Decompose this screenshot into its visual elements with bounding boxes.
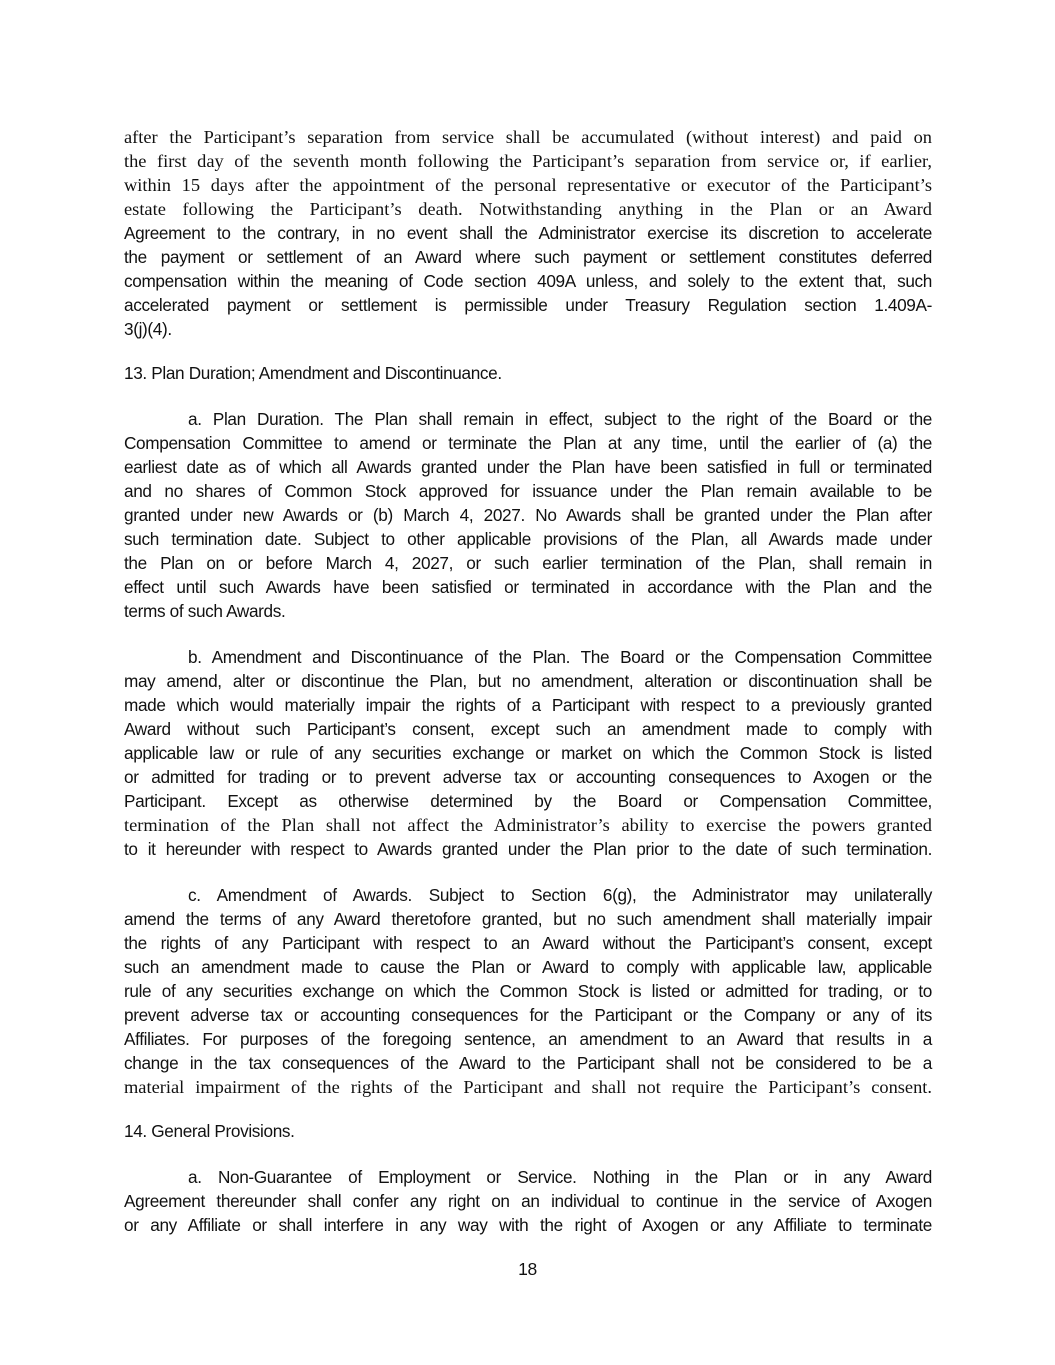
text-line: after the Participant’s separation from service shall be accumulated (without interest) and paid on (124, 127, 932, 147)
text-line: within 15 days after the appointment of the personal representative or executor of the Participant’s (124, 175, 932, 195)
text-line: Participant. Except as otherwise determined by the Board or Compensation Committee, (124, 791, 932, 811)
text-line: the Plan on or before March 4, 2027, or such earlier termination of the Plan, shall remain in (124, 553, 932, 573)
text-line: applicable law or rule of any securities exchange or market on which the Common Stock is listed (124, 743, 932, 763)
text-line: Award without such Participant’s consent, except such an amendment made to comply with (124, 719, 932, 739)
text-line: material impairment of the rights of the Participant and shall not require the Participant’s consent. (124, 1077, 932, 1097)
text-line: prevent adverse tax or accounting consequences for the Participant or the Company or any of its (124, 1005, 932, 1025)
section-14-heading: 14. General Provisions. (124, 1121, 295, 1141)
text-line: made which would materially impair the rights of a Participant with respect to a previously granted (124, 695, 932, 715)
page-number: 18 (518, 1259, 537, 1279)
text-line: effect until such Awards have been satisfied or terminated in accordance with the Plan and the (124, 577, 932, 597)
text-line: may amend, alter or discontinue the Plan, but no amendment, alteration or discontinuation shall be (124, 671, 932, 691)
text-line: the rights of any Participant with respect to an Award without the Participant’s consent, except (124, 933, 932, 953)
text-line: terms of such Awards. (124, 601, 286, 621)
text-line: Agreement to the contrary, in no event shall the Administrator exercise its discretion to accelerate (124, 223, 932, 243)
section-13-heading: 13. Plan Duration; Amendment and Discontinuance. (124, 363, 502, 383)
text-line: and no shares of Common Stock approved for issuance under the Plan remain available to be (124, 481, 932, 501)
text-line: compensation within the meaning of Code section 409A unless, and solely to the extent that, such (124, 271, 932, 291)
text-line: termination of the Plan shall not affect the Administrator’s ability to exercise the powers granted (124, 815, 932, 835)
text-line: b. Amendment and Discontinuance of the Plan. The Board or the Compensation Committee (188, 647, 932, 667)
text-line: earliest date as of which all Awards granted under the Plan have been satisfied in full or terminated (124, 457, 932, 477)
text-line: to it hereunder with respect to Awards granted under the Plan prior to the date of such termination. (124, 839, 932, 859)
text-line: accelerated payment or settlement is permissible under Treasury Regulation section 1.409A- (124, 295, 932, 315)
text-line: a. Non-Guarantee of Employment or Service. Nothing in the Plan or in any Award (188, 1167, 932, 1187)
text-line: granted under new Awards or (b) March 4, 2027. No Awards shall be granted under the Plan after (124, 505, 932, 525)
text-line: Agreement thereunder shall confer any right on an individual to continue in the service of Axogen (124, 1191, 932, 1211)
text-line: 3(j)(4). (124, 319, 172, 339)
text-line: such an amendment made to cause the Plan or Award to comply with applicable law, applicable (124, 957, 932, 977)
text-line: change in the tax consequences of the Award to the Participant shall not be considered to be a (124, 1053, 932, 1073)
text-line: Compensation Committee to amend or terminate the Plan at any time, until the earlier of (a) the (124, 433, 932, 453)
text-line: the payment or settlement of an Award where such payment or settlement constitutes deferred (124, 247, 932, 267)
text-line: estate following the Participant’s death. Notwithstanding anything in the Plan or an Award (124, 199, 932, 219)
text-line: Affiliates. For purposes of the foregoing sentence, an amendment to an Award that results in a (124, 1029, 932, 1049)
text-line: c. Amendment of Awards. Subject to Section 6(g), the Administrator may unilaterally (188, 885, 932, 905)
text-line: the first day of the seventh month following the Participant’s separation from service or, if earlier, (124, 151, 932, 171)
text-line: amend the terms of any Award theretofore granted, but no such amendment shall materially impair (124, 909, 932, 929)
text-line: rule of any securities exchange on which the Common Stock is listed or admitted for trading, or to (124, 981, 932, 1001)
text-line: a. Plan Duration. The Plan shall remain in effect, subject to the right of the Board or the (188, 409, 932, 429)
text-line: or any Affiliate or shall interfere in any way with the right of Axogen or any Affiliate to terminate (124, 1215, 932, 1235)
text-line: such termination date. Subject to other applicable provisions of the Plan, all Awards made under (124, 529, 932, 549)
text-line: or admitted for trading or to prevent adverse tax or accounting consequences to Axogen or the (124, 767, 932, 787)
